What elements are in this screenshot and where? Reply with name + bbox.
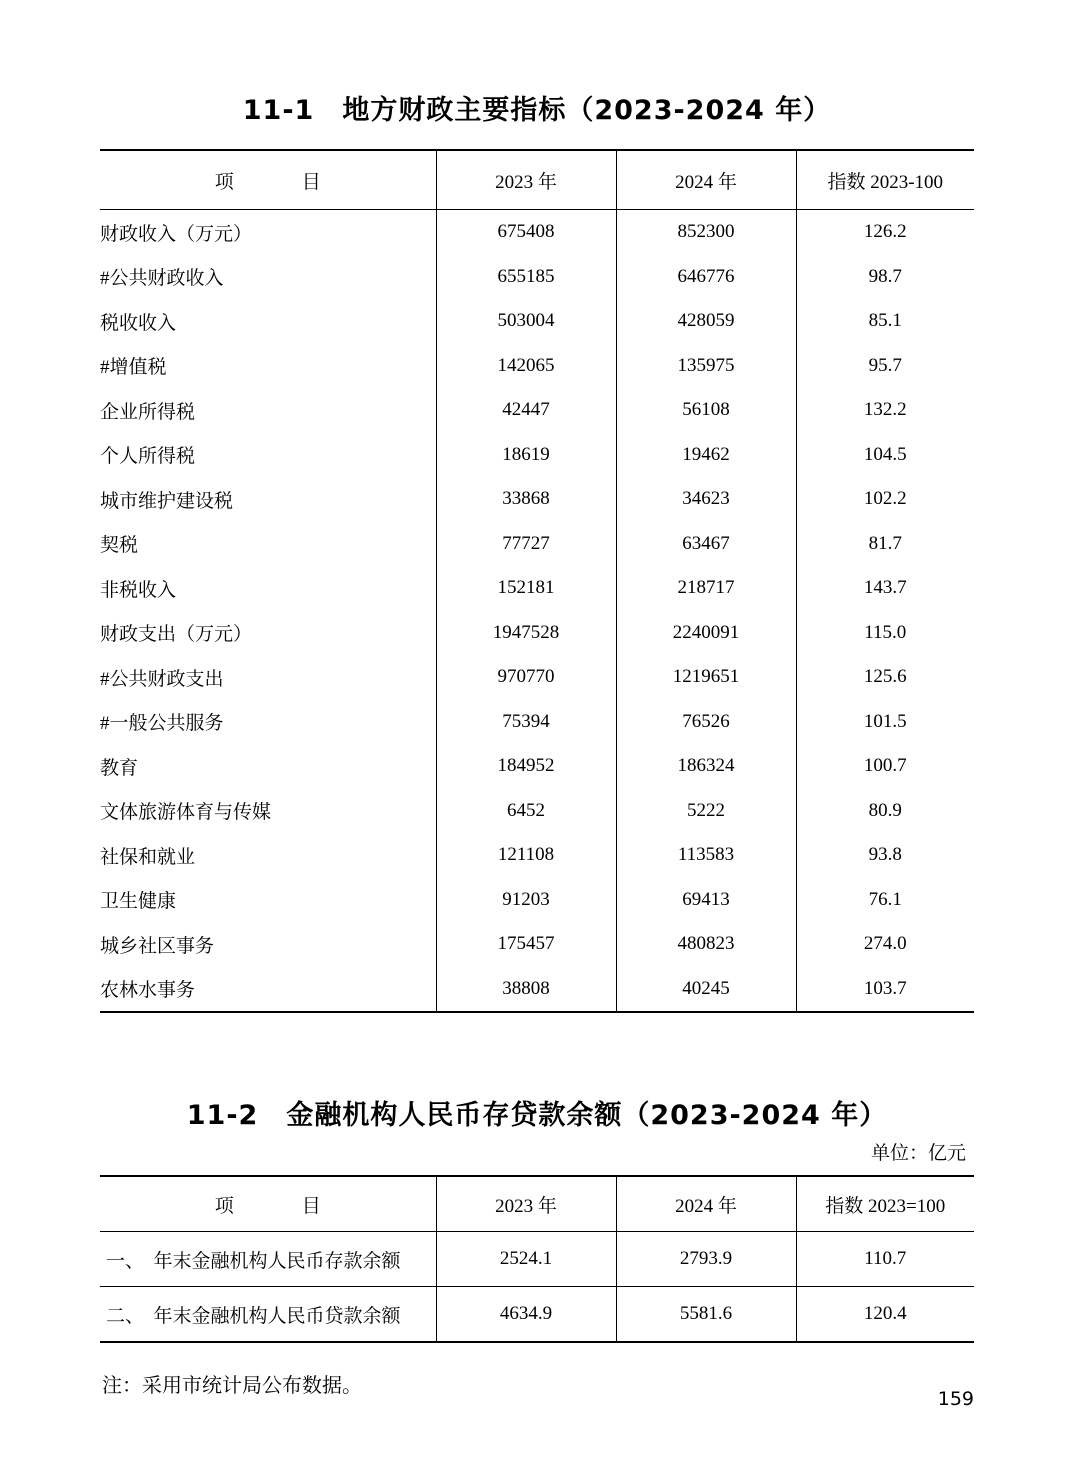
header-index: 指数 2023-100	[796, 150, 974, 210]
table-row	[100, 388, 974, 433]
table-1-header	[100, 150, 974, 210]
header-index: 指数 2023=100	[796, 1176, 974, 1232]
cell-2024: 2793.9	[616, 1232, 796, 1287]
header-2023: 2023 年	[436, 1176, 616, 1232]
cell-2024: 646776	[616, 255, 796, 300]
table-row	[100, 611, 974, 656]
cell-2024: 480823	[616, 922, 796, 967]
cell-index: 120.4	[796, 1287, 974, 1343]
cell-2023: 142065	[436, 344, 616, 389]
cell-2024: 2240091	[616, 611, 796, 656]
cell-2024: 852300	[616, 210, 796, 255]
table-header-row	[100, 1176, 974, 1232]
table-header-row	[100, 150, 974, 210]
cell-2024: 113583	[616, 833, 796, 878]
table-row	[100, 1287, 974, 1343]
cell-2024: 428059	[616, 299, 796, 344]
table-row	[100, 433, 974, 478]
cell-2023: 77727	[436, 522, 616, 567]
row-label: 卫生健康	[100, 891, 177, 913]
table-row	[100, 700, 974, 745]
table-2-unit: 单位：亿元	[870, 1142, 966, 1164]
cell-index: 95.7	[796, 344, 974, 389]
row-label: #增值税	[100, 357, 167, 379]
row-label: 财政收入（万元）	[100, 223, 253, 245]
table-row	[100, 744, 974, 789]
table-row	[100, 967, 974, 1013]
row-label: 契税	[100, 535, 139, 557]
row-label: 二、 年末金融机构人民币贷款余额	[100, 1287, 436, 1343]
cell-index: 85.1	[796, 299, 974, 344]
row-label: 个人所得税	[100, 446, 196, 468]
table-row	[100, 833, 974, 878]
header-2024: 2024 年	[616, 150, 796, 210]
cell-2024: 1219651	[616, 655, 796, 700]
table-row	[100, 255, 974, 300]
cell-2023: 503004	[436, 299, 616, 344]
header-item: 项 目	[100, 1176, 436, 1232]
header-2023: 2023 年	[436, 150, 616, 210]
cell-2024: 34623	[616, 477, 796, 522]
cell-2024: 76526	[616, 700, 796, 745]
table-2-title: 11-2 金融机构人民币存贷款余额（2023-2024 年）	[186, 1100, 888, 1131]
table-bank-deposits-loans	[100, 1175, 974, 1343]
row-label: 城市维护建设税	[100, 490, 234, 512]
cell-index: 102.2	[796, 477, 974, 522]
cell-index: 81.7	[796, 522, 974, 567]
cell-2023: 175457	[436, 922, 616, 967]
row-label: 企业所得税	[100, 401, 196, 423]
cell-index: 93.8	[796, 833, 974, 878]
table-row	[100, 344, 974, 389]
cell-2024: 218717	[616, 566, 796, 611]
cell-2024: 56108	[616, 388, 796, 433]
cell-index: 143.7	[796, 566, 974, 611]
cell-2024: 19462	[616, 433, 796, 478]
cell-2023: 75394	[436, 700, 616, 745]
cell-index: 274.0	[796, 922, 974, 967]
table-row	[100, 655, 974, 700]
row-label: 税收收入	[100, 312, 177, 334]
cell-2023: 38808	[436, 967, 616, 1013]
cell-2024: 5581.6	[616, 1287, 796, 1343]
cell-index: 103.7	[796, 967, 974, 1013]
table-1-body	[100, 210, 974, 1013]
table-2-header	[100, 1176, 974, 1232]
cell-2023: 42447	[436, 388, 616, 433]
cell-2023: 655185	[436, 255, 616, 300]
row-label: 财政支出（万元）	[100, 624, 253, 646]
cell-index: 76.1	[796, 878, 974, 923]
footnote: 注：采用市统计局公布数据。	[102, 1373, 362, 1397]
row-label: 文体旅游体育与传媒	[100, 802, 272, 824]
cell-2023: 184952	[436, 744, 616, 789]
table-row	[100, 522, 974, 567]
row-label: #一般公共服务	[100, 713, 224, 735]
page-number: 159	[937, 1388, 974, 1410]
table-row	[100, 1232, 974, 1287]
cell-2023: 675408	[436, 210, 616, 255]
table-row	[100, 878, 974, 923]
cell-2023: 4634.9	[436, 1287, 616, 1343]
table-row	[100, 922, 974, 967]
row-label: #公共财政支出	[100, 668, 224, 690]
cell-2023: 33868	[436, 477, 616, 522]
cell-2023: 18619	[436, 433, 616, 478]
table-row	[100, 299, 974, 344]
cell-index: 115.0	[796, 611, 974, 656]
cell-2023: 152181	[436, 566, 616, 611]
cell-2024: 40245	[616, 967, 796, 1013]
cell-2024: 135975	[616, 344, 796, 389]
cell-index: 104.5	[796, 433, 974, 478]
cell-index: 110.7	[796, 1232, 974, 1287]
row-label: 教育	[100, 757, 139, 779]
cell-2024: 5222	[616, 789, 796, 834]
cell-2023: 91203	[436, 878, 616, 923]
header-item: 项 目	[100, 150, 436, 210]
table-row	[100, 210, 974, 255]
table-1-title: 11-1 地方财政主要指标（2023-2024 年）	[242, 95, 832, 126]
cell-2024: 63467	[616, 522, 796, 567]
cell-2024: 186324	[616, 744, 796, 789]
cell-index: 126.2	[796, 210, 974, 255]
cell-index: 98.7	[796, 255, 974, 300]
row-label: 非税收入	[100, 579, 177, 601]
cell-index: 100.7	[796, 744, 974, 789]
row-label: 城乡社区事务	[100, 935, 215, 957]
row-label: 一、 年末金融机构人民币存款余额	[100, 1232, 436, 1287]
cell-2023: 121108	[436, 833, 616, 878]
row-label: #公共财政收入	[100, 268, 224, 290]
table-2-body	[100, 1232, 974, 1343]
row-label: 社保和就业	[100, 846, 196, 868]
cell-2023: 1947528	[436, 611, 616, 656]
table-local-finance	[100, 149, 974, 1013]
cell-2024: 69413	[616, 878, 796, 923]
table-row	[100, 789, 974, 834]
cell-index: 101.5	[796, 700, 974, 745]
header-2024: 2024 年	[616, 1176, 796, 1232]
cell-index: 132.2	[796, 388, 974, 433]
row-label: 农林水事务	[100, 967, 436, 1013]
cell-2023: 6452	[436, 789, 616, 834]
cell-2023: 2524.1	[436, 1232, 616, 1287]
cell-2023: 970770	[436, 655, 616, 700]
cell-index: 80.9	[796, 789, 974, 834]
table-row	[100, 477, 974, 522]
table-row	[100, 566, 974, 611]
cell-index: 125.6	[796, 655, 974, 700]
